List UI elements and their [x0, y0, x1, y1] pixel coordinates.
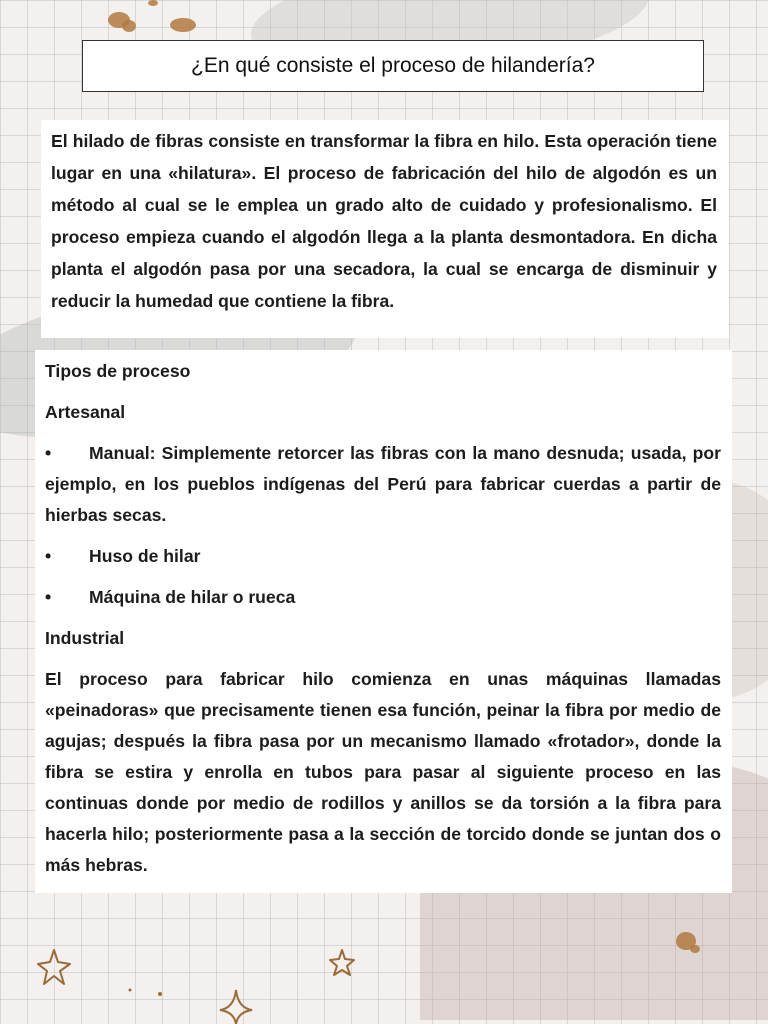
intro-paragraph: El hilado de fibras consiste en transformar la fibra en hilo. Esta operación tiene lugar en una «hilatura». El proceso de fabricación del hilo de algodón es un método al cual se le emplea un grado alto de cuidado y profesionalismo. El proceso empieza cuando el algodón llega a la planta desmontadora. En dicha planta el algodón pasa por una secadora, la cual se encarga de disminuir y reducir la humedad que contiene la fibra.	[51, 131, 717, 311]
star-icon	[330, 950, 354, 975]
bullet-icon: •	[45, 546, 52, 566]
bullet-icon: •	[45, 587, 52, 607]
page-title: ¿En qué consiste el proceso de hilandería?	[191, 54, 595, 77]
industrial-heading: Industrial	[45, 628, 125, 648]
decorative-stars	[0, 930, 768, 1024]
sparkle-icon	[220, 990, 252, 1024]
title-box	[82, 40, 704, 92]
list-item	[45, 541, 721, 572]
intro-card	[41, 120, 729, 338]
list-item-text: Máquina de hilar o rueca	[89, 587, 296, 607]
star-icon	[38, 950, 70, 984]
list-item	[45, 582, 721, 613]
dot-icon	[158, 992, 162, 996]
list-item-text: Manual: Simplemente retorcer las fibras con la mano desnuda; usada, por ejemplo, en los pueblos indígenas del Perú para fabricar cuerdas a partir de hierbas secas.	[45, 443, 721, 525]
bullet-icon: •	[45, 443, 52, 463]
dot-icon	[129, 989, 132, 992]
artesanal-heading: Artesanal	[45, 402, 126, 422]
industrial-paragraph: El proceso para fabricar hilo comienza en unas máquinas llamadas «peinadoras» que precisamente tienen esa función, peinar la fibra por medio de agujas; después la fibra pasa por un mecanismo llamado «frotador», donde la fibra se estira y enrolla en tubos para pasar al siguiente proceso en las continuas donde por medio de rodillos y anillos se da torsión a la fibra para hacerla hilo; posteriormente pasa a la sección de torcido donde se juntan dos o más hebras.	[45, 669, 721, 875]
types-heading: Tipos de proceso	[45, 361, 191, 381]
list-item-text: Huso de hilar	[89, 546, 201, 566]
process-types-card	[35, 350, 732, 893]
list-item	[45, 438, 721, 531]
